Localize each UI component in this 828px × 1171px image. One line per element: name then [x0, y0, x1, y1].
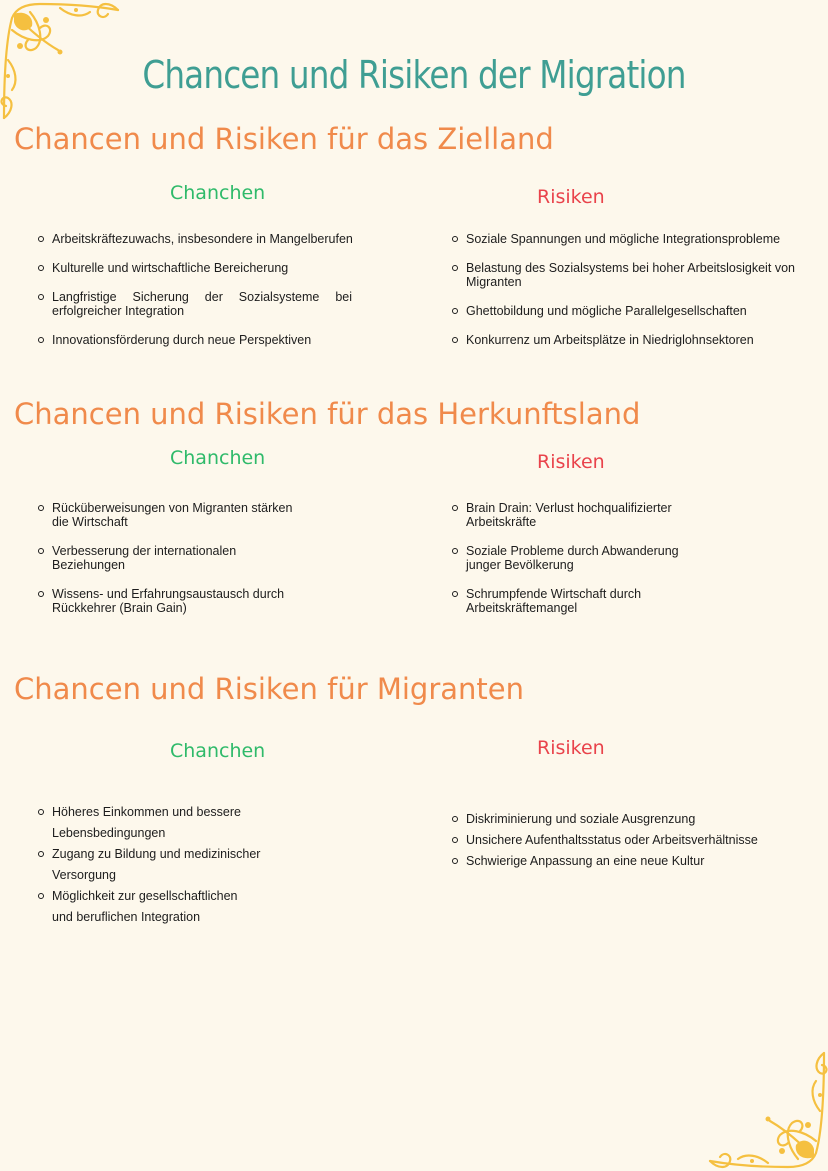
chances-list-herkunftsland — [36, 501, 296, 630]
list-item: Ghettobildung und mögliche Parallelgesellschaften — [450, 304, 795, 318]
risks-list-zielland — [450, 232, 795, 362]
list-item: Brain Drain: Verlust hochqualifizierter Arbeitskräfte — [450, 501, 740, 529]
chances-heading: Chanchen — [170, 740, 266, 762]
list-item: Rücküberweisungen von Migranten stärken die Wirtschaft — [36, 501, 296, 529]
list-item: Konkurrenz um Arbeitsplätze in Niedriglohnsektoren — [450, 333, 795, 347]
list-item: Höheres Einkommen und bessere Lebensbedingungen — [36, 802, 261, 844]
list-item: Zugang zu Bildung und medizinischer Versorgung — [36, 844, 261, 886]
list-item: Belastung des Sozialsystems bei hoher Arbeitslosigkeit von Migranten — [450, 261, 795, 289]
section-heading-migranten: Chancen und Risiken für Migranten — [14, 672, 525, 706]
risks-heading: Risiken — [537, 451, 605, 473]
section-heading-herkunftsland: Chancen und Risiken für das Herkunftsland — [14, 397, 641, 431]
risks-heading: Risiken — [537, 186, 605, 208]
page-title: Chancen und Risiken der Migration — [142, 53, 686, 98]
list-item: Verbesserung der internationalen Beziehungen — [36, 544, 296, 572]
risks-list-migranten — [450, 809, 795, 872]
floral-corner-ornament-icon — [703, 1046, 828, 1171]
chances-heading: Chanchen — [170, 182, 266, 204]
chances-list-migranten — [36, 802, 261, 928]
list-item: Möglichkeit zur gesellschaftlichen und beruflichen Integration — [36, 886, 261, 928]
section-heading-zielland: Chancen und Risiken für das Zielland — [14, 122, 554, 156]
list-item: Arbeitskräftezuwachs, insbesondere in Mangelberufen — [36, 232, 366, 246]
chances-list-zielland — [36, 232, 366, 362]
list-item: Kulturelle und wirtschaftliche Bereicherung — [36, 261, 366, 275]
risks-heading: Risiken — [537, 737, 605, 759]
risks-list-herkunftsland — [450, 501, 740, 630]
list-item: Unsichere Aufenthaltsstatus oder Arbeitsverhältnisse — [450, 830, 795, 851]
list-item: Innovationsförderung durch neue Perspektiven — [36, 333, 366, 347]
list-item: Schwierige Anpassung an eine neue Kultur — [450, 851, 795, 872]
list-item: Soziale Probleme durch Abwanderung junger Bevölkerung — [450, 544, 706, 572]
list-item: Schrumpfende Wirtschaft durch Arbeitskräftemangel — [450, 587, 740, 615]
list-item: Langfristige Sicherung der Sozialsysteme bei erfolgreicher Integration — [36, 290, 352, 318]
list-item: Wissens- und Erfahrungsaustausch durch Rückkehrer (Brain Gain) — [36, 587, 296, 615]
chances-heading: Chanchen — [170, 447, 266, 469]
list-item: Soziale Spannungen und mögliche Integrationsprobleme — [450, 232, 795, 246]
list-item: Diskriminierung und soziale Ausgrenzung — [450, 809, 795, 830]
